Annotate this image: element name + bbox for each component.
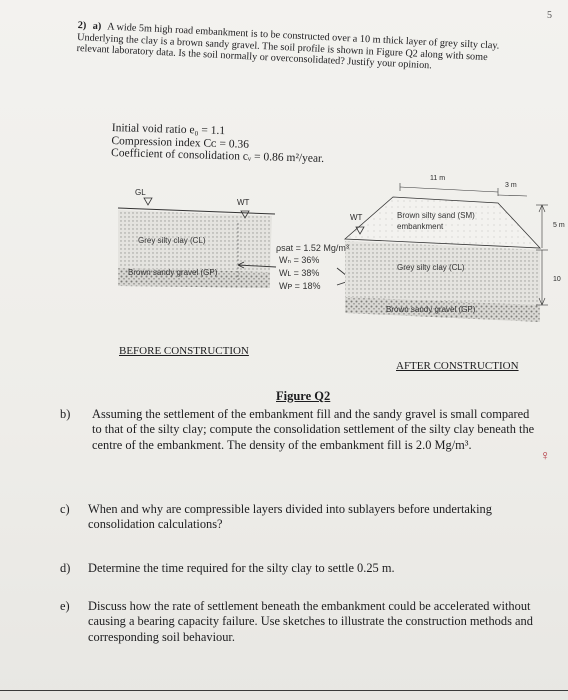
dim-11m-line — [400, 187, 498, 192]
figure-title: Figure Q2 — [276, 389, 331, 403]
part-c — [60, 502, 535, 533]
clay-label-after: Grey silty clay (CL) — [397, 263, 465, 272]
gl-label: GL — [135, 188, 146, 197]
part-d-label: d) — [60, 561, 71, 575]
gl-marker — [144, 198, 152, 205]
clay-layer-after — [345, 241, 540, 305]
gravel-label-before: Brown sandy gravel (GP) — [128, 268, 218, 277]
part-c-label: c) — [60, 502, 70, 516]
question-number: 2) — [77, 20, 87, 32]
void-ratio: Initial void ratio e₀ = 1.1 — [111, 122, 226, 138]
part-e-label: e) — [60, 599, 70, 613]
part-b-label: b) — [60, 407, 71, 421]
clay-label-before: Grey silty clay (CL) — [138, 236, 206, 245]
compression-index: Compression index Cᴄ = 0.36 — [111, 134, 250, 151]
before-caption: BEFORE CONSTRUCTION — [119, 345, 249, 357]
part-e-text: Discuss how the rate of settlement beneath the embankment could be accelerated without causing a bearing capacity failure. Use sketches to illustrate the construction methods and corresponding soil behaviour. — [88, 599, 533, 644]
prop-wl: Wʟ = 38% — [279, 268, 320, 278]
after-profile — [345, 183, 548, 322]
dim-10m-label: 10 — [553, 276, 561, 283]
part-a-label: a) — [92, 20, 102, 33]
margin-mark: ♀ — [540, 449, 551, 464]
part-b — [60, 407, 535, 453]
prop-wn: Wₙ = 36% — [279, 255, 320, 265]
dim-3m-line — [498, 195, 527, 196]
prop-density: ρsat = 1.52 Mg/m³ — [276, 243, 349, 253]
fill-label: Brown silty sand (SM) — [397, 211, 475, 220]
part-c-text: When and why are compressible layers divided into sublayers before undertaking consolidation calculations? — [88, 502, 492, 532]
fill-label-2: embankment — [397, 222, 444, 231]
dim-5m-label: 5 m — [553, 222, 565, 229]
bottom-rule — [0, 690, 568, 691]
prop-wp: Wᴘ = 18% — [279, 281, 321, 291]
part-d-text: Determine the time required for the silty clay to settle 0.25 m. — [88, 561, 395, 575]
part-b-text: Assuming the settlement of the embankment fill and the sandy gravel is small compared to that of the silty clay; compute the consolidation settlement of the silty clay beneath the centre of the embankment. The density of the embankment fill is 2.0 Mg/m³. — [92, 407, 535, 452]
dim-11m-label: 11 m — [430, 175, 446, 182]
part-e — [60, 599, 538, 645]
wt-label-before: WT — [237, 198, 250, 207]
part-d — [60, 561, 535, 576]
consolidation-coefficient: Coefficient of consolidation cᵥ = 0.86 m²/year. — [110, 146, 325, 165]
wt-label-after: WT — [350, 213, 363, 222]
gravel-label-after: Brown sandy gravel (GP) — [386, 305, 476, 314]
dim-3m-label: 3 m — [505, 182, 517, 189]
after-caption: AFTER CONSTRUCTION — [396, 360, 519, 372]
part-a-text: A wide 5m high road embankment is to be constructed over a 10 m thick layer of grey silty clay. Underlying the clay is a brown sandy gravel. The soil profile is shown in Figure Q2 along with some relevant laboratory data. Is the soil normally or overconsolidated? Justify your opinion. — [76, 21, 500, 72]
page-number: 5 — [547, 10, 552, 21]
